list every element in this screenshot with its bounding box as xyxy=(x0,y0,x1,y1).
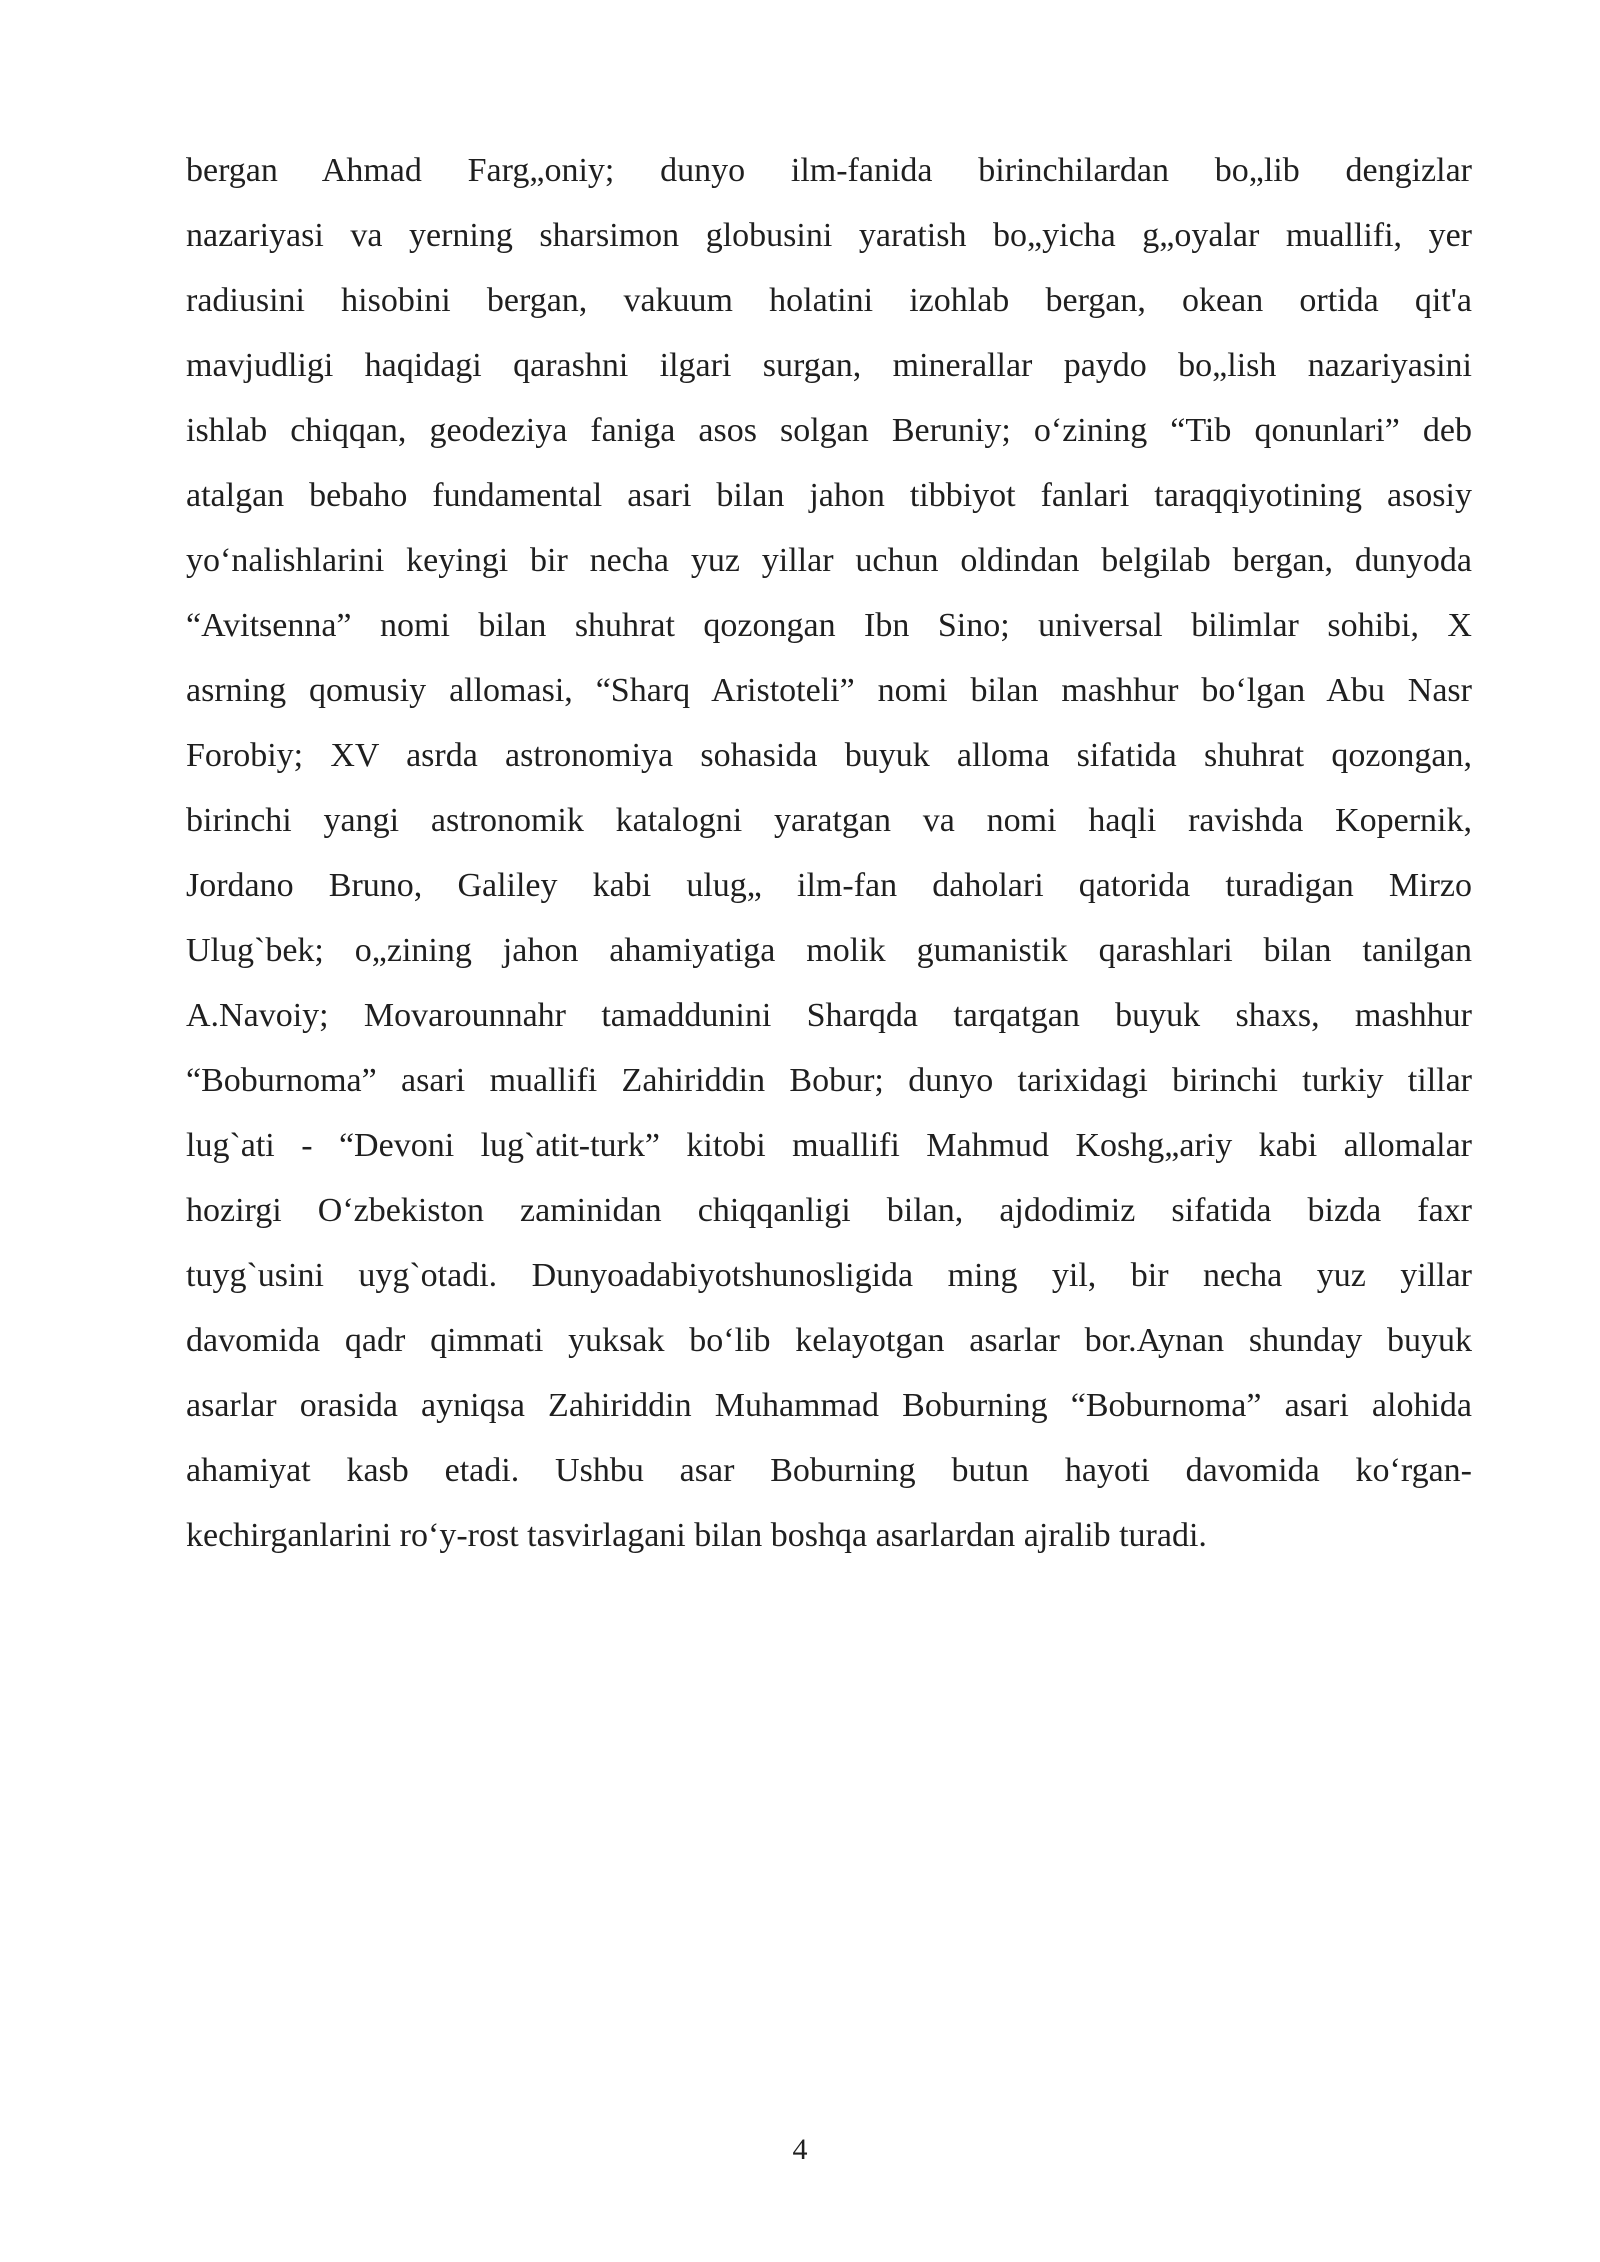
text-line: nazariyasi va yerning sharsimon globusini yaratish bo„yicha g„oyalar muallifi, yer xyxy=(186,217,1472,254)
text-line: “Avitsenna” nomi bilan shuhrat qozongan Ibn Sino; universal bilimlar sohibi, X xyxy=(186,607,1472,644)
text-line: ahamiyat kasb etadi. Ushbu asar Boburning butun hayoti davomida ko‘rgan- xyxy=(186,1452,1472,1489)
body-paragraph xyxy=(186,138,1472,1568)
text-line: mavjudligi haqidagi qarashni ilgari surgan, minerallar paydo bo„lish nazariyasini xyxy=(186,347,1472,384)
text-line: radiusini hisobini bergan, vakuum holatini izohlab bergan, okean ortida qit'a xyxy=(186,282,1472,319)
text-line: kechirganlarini ro‘y-rost tasvirlagani bilan boshqa asarlardan ajralib turadi. xyxy=(186,1517,1207,1554)
text-line: asarlar orasida ayniqsa Zahiriddin Muhammad Boburning “Boburnoma” asari alohida xyxy=(186,1387,1472,1424)
text-line: atalgan bebaho fundamental asari bilan jahon tibbiyot fanlari taraqqiyotining asosiy xyxy=(186,477,1472,514)
text-line: bergan Ahmad Farg„oniy; dunyo ilm-fanida birinchilardan bo„lib dengizlar xyxy=(186,152,1472,189)
text-line: yo‘nalishlarini keyingi bir necha yuz yillar uchun oldindan belgilab bergan, dunyoda xyxy=(186,542,1472,579)
page-number: 4 xyxy=(792,2133,808,2166)
text-line: asrning qomusiy allomasi, “Sharq Aristoteli” nomi bilan mashhur bo‘lgan Abu Nasr xyxy=(186,672,1472,709)
text-line: davomida qadr qimmati yuksak bo‘lib kelayotgan asarlar bor.Aynan shunday buyuk xyxy=(186,1322,1472,1359)
text-line: A.Navoiy; Movarounnahr tamaddunini Sharqda tarqatgan buyuk shaxs, mashhur xyxy=(186,997,1472,1034)
text-line: Jordano Bruno, Galiley kabi ulug„ ilm-fan daholari qatorida turadigan Mirzo xyxy=(186,867,1472,904)
text-line: “Boburnoma” asari muallifi Zahiriddin Bobur; dunyo tarixidagi birinchi turkiy tillar xyxy=(186,1062,1472,1099)
text-line: ishlab chiqqan, geodeziya faniga asos solgan Beruniy; o‘zining “Tib qonunlari” deb xyxy=(186,412,1472,449)
text-line: tuyg`usini uyg`otadi. Dunyoadabiyotshunosligida ming yil, bir necha yuz yillar xyxy=(186,1257,1472,1294)
text-line: Forobiy; XV asrda astronomiya sohasida buyuk alloma sifatida shuhrat qozongan, xyxy=(186,737,1472,774)
text-line: Ulug`bek; o„zining jahon ahamiyatiga molik gumanistik qarashlari bilan tanilgan xyxy=(186,932,1472,969)
text-line: hozirgi O‘zbekiston zaminidan chiqqanligi bilan, ajdodimiz sifatida bizda faxr xyxy=(186,1192,1472,1229)
text-line: birinchi yangi astronomik katalogni yaratgan va nomi haqli ravishda Kopernik, xyxy=(186,802,1472,839)
text-line: lug`ati - “Devoni lug`atit-turk” kitobi muallifi Mahmud Koshg„ariy kabi allomalar xyxy=(186,1127,1472,1164)
